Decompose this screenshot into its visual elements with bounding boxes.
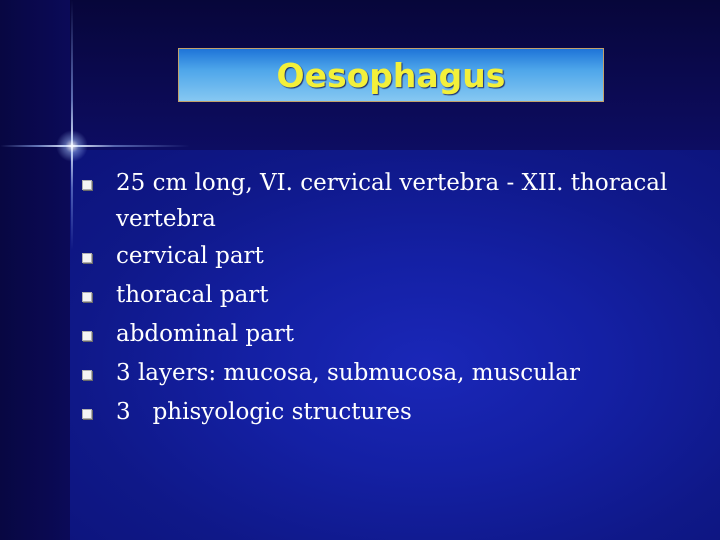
bullet-text: cervical part xyxy=(116,243,264,269)
square-bullet-icon xyxy=(82,165,116,201)
bullet-text: thoracal part xyxy=(116,282,269,308)
lens-flare-horizontal xyxy=(0,145,190,147)
lens-flare-glow xyxy=(56,130,88,162)
bullet-item xyxy=(82,165,702,237)
bullet-item xyxy=(82,315,702,354)
bullet-text: abdominal part xyxy=(116,321,295,347)
bullet-text: 3 phisyologic structures xyxy=(116,399,412,425)
bullet-item xyxy=(82,237,702,276)
square-bullet-icon xyxy=(82,237,116,276)
title-box xyxy=(178,48,604,102)
square-bullet-icon xyxy=(82,393,116,432)
bullet-item xyxy=(82,276,702,315)
bullet-item xyxy=(82,354,702,393)
square-bullet-icon xyxy=(82,276,116,315)
bullet-text: 25 cm long, VI. cervical vertebra - XII. thoracal vertebra xyxy=(116,170,668,232)
bullet-list xyxy=(82,165,702,432)
lens-flare-vertical xyxy=(71,0,73,250)
slide-title: Oesophagus xyxy=(276,55,506,95)
bullet-item xyxy=(82,393,702,432)
background-left-strip xyxy=(0,0,70,540)
bullet-text: 3 layers: mucosa, submucosa, muscular xyxy=(116,360,580,386)
square-bullet-icon xyxy=(82,315,116,354)
square-bullet-icon xyxy=(82,354,116,393)
